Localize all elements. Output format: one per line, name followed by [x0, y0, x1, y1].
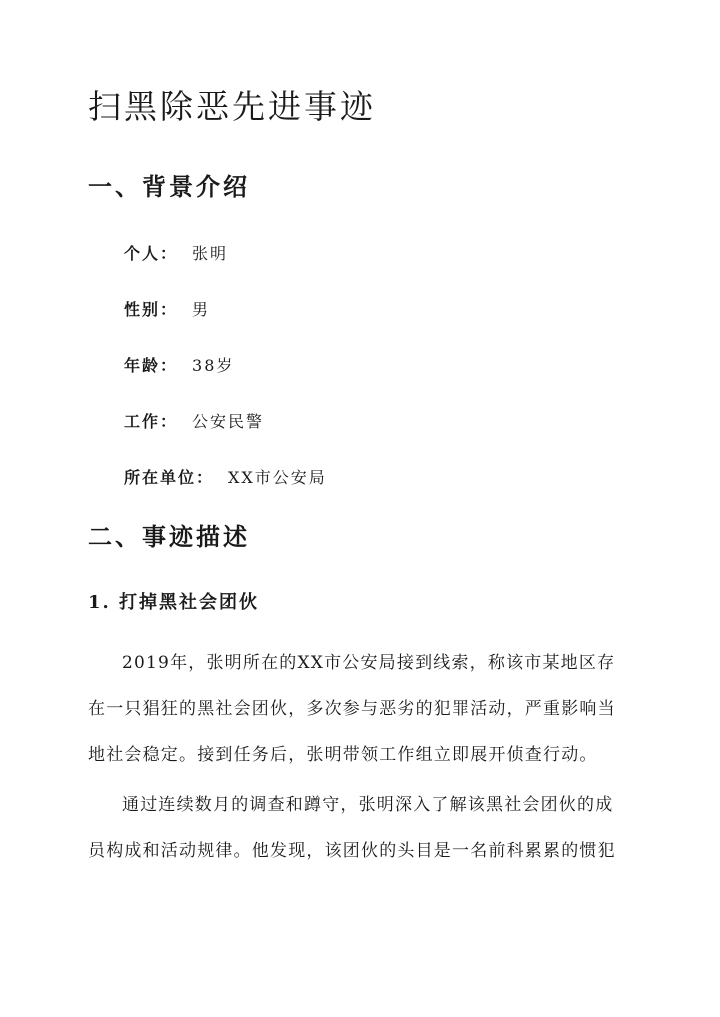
info-row-age — [124, 353, 234, 379]
info-row-gender — [124, 297, 210, 323]
section-heading-background: 一、背景介绍 — [88, 172, 250, 201]
info-label: 个人： — [124, 244, 179, 263]
info-row-job — [124, 409, 264, 435]
paragraph-line: 在一只猖狂的黑社会团伙，多次参与恶劣的犯罪活动，严重影响当 — [88, 699, 616, 719]
info-label: 性别： — [124, 300, 179, 319]
info-value: XX市公安局 — [228, 468, 327, 487]
info-row-person — [124, 241, 228, 267]
paragraph-1 — [88, 640, 636, 778]
section-heading-deeds: 二、事迹描述 — [88, 522, 250, 551]
paragraph-line: 员构成和活动规律。他发现，该团伙的头目是一名前科累累的惯犯 — [88, 841, 616, 861]
paragraph-line: 2019年，张明所在的XX市公安局接到线索，称该市某地区存 — [122, 653, 616, 673]
paragraph-2 — [88, 782, 636, 874]
document-title: 扫黑除恶先进事迹 — [88, 87, 376, 126]
subsection-heading: 1. 打掉黑社会团伙 — [88, 592, 260, 613]
info-value: 张明 — [192, 244, 229, 263]
paragraph-line: 通过连续数月的调查和蹲守，张明深入了解该黑社会团伙的成 — [122, 795, 614, 815]
info-label: 工作： — [124, 412, 179, 431]
paragraph-line: 地社会稳定。接到任务后，张明带领工作组立即展开侦查行动。 — [88, 745, 598, 765]
info-value: 38岁 — [192, 356, 235, 375]
info-label: 年龄： — [124, 356, 179, 375]
info-value: 男 — [192, 300, 211, 319]
info-row-unit — [124, 465, 327, 491]
info-value: 公安民警 — [192, 412, 265, 431]
info-label: 所在单位： — [124, 468, 215, 487]
